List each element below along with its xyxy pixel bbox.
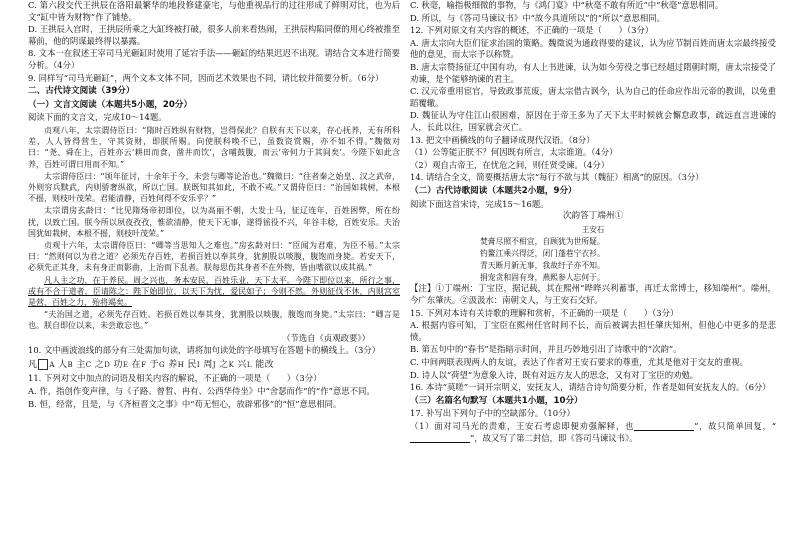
q9: 9. 同样写“司马光砸缸”，两个文本文体不同，因而艺术效果也不同，请比较并简要分析。（6分） <box>28 72 384 83</box>
classical-passage <box>28 125 400 332</box>
q17: 17. 补写出下列句子中的空缺部分。（10分） <box>410 408 575 419</box>
letter-box <box>38 359 48 370</box>
q14: 14. 请结合全文，简要概括唐太宗“每行不欲与其（魏征）相离”的原因。（3分） <box>410 172 704 183</box>
q12-option-a: A. 唐太宗向大臣们征求治国的策略。魏徵说为通政得要的建议，认为应节制百姓而唐太宗最终接受他的意见，而太宗予以称赞。 <box>410 37 776 60</box>
q15-option-c: C. 中间两联表现两人的友谊，表达了作者对王安石要求的尊重，尤其是他对于交友的重视。 <box>410 357 749 368</box>
answer-blank[interactable] <box>634 422 694 431</box>
q12: 12. 下列对原文有关内容的概述，不正确的一项是（ ）（3分） <box>410 25 654 36</box>
q16: 16. 本诗“莫嗟”一词开宗明义，安抚友人，请结合诗句简要分析，作者是如何安抚友人的。（6分） <box>410 382 771 393</box>
passage-source: （节选自《贞观政要》） <box>282 332 370 343</box>
q11-option-d: D. 所以，与《答司马谏议书》中“故今具道所以”的“所以”意思相同。 <box>410 12 665 23</box>
q13: 13. 把文中画横线的句子翻译成现代汉语。（8分） <box>410 134 595 145</box>
q15-option-a: A. 根据内容可知，丁宝臣在熙州任官时间不长，而后被调去担任肇庆知州，但他心中更多的是悲愤。 <box>410 320 776 342</box>
section-2-heading: 二、古代诗文阅读（39分） <box>28 86 135 97</box>
poem-title: 次韵答丁端州① <box>562 211 624 222</box>
answer-blank[interactable] <box>410 434 470 443</box>
poem-note: 【注】①丁端州：丁宝臣，据记载，其在熙州“晔晔兴利蓄事，再迁太常博士，移知端州”。端州，今广东肇庆。②汲汲水：南朝文人，与王安石交好。 <box>410 283 776 306</box>
punctuation-sequence: 凡 A 人B 主C 之D 功E 在F 于G 养H 民I 周J 之K 兴L 能改 <box>28 359 275 370</box>
q11-option-b: B. 恒，经常，且是，与《齐桓晋文之事》中“苟无恒心，放辟邪侈”的“恒”意思相同。 <box>28 398 342 409</box>
q12-option-d: D. 魏征认为守住江山很困难，原因在于帝王多为了天下太平时候就会懈怠政事，疏远直言进谏的人，长此以往，国家就会灭亡。 <box>410 110 776 132</box>
left-column <box>28 0 400 560</box>
q15-option-d: D. 诗人以“荷望”为意象入诗，既有对远方友人的思念，又有对丁宝臣的劝勉。 <box>410 369 699 380</box>
right-column <box>410 0 776 560</box>
passage-paragraph: 太宗谓侍臣曰：“顷年征讨，十余年于今，未尝与卿等论治也。”魏徵曰：“往者秦之始皇、汉之武帝，外则穷兵黩武，内则骄奢纵欲，所以亡国。朕既知其如此，不敢不戒。”又谓侍臣曰：“治国如栽树，本根不摇，则枝叶茂荣。君能清静，百姓何得不安乐乎？” <box>28 171 400 204</box>
q11-option-c: C. 秋毫，喻指极细微的事物，与《鸿门宴》中“秋毫不敢有所近”中“秋毫”意思相同。 <box>410 0 724 10</box>
poem-author: 王安石 <box>581 224 605 234</box>
passage-paragraph: 贞观十六年，太宗谓侍臣曰：“卿等当思知人之难也。”房玄龄对曰：“臣闻为君难，为臣不易。”太宗曰：“然则何以为君之道？必须先存百姓，若损百姓以奉其身，犹割股以啖腹，腹饱而身毙。若安天下，必须先正其身，未有身正而影曲，上治而下乱者。朕每思伤其身者不在外物，皆由嗜欲以成其祸。” <box>28 240 400 273</box>
part-2-heading: （二）古代诗歌阅读（本题共2小题，9分） <box>410 185 577 196</box>
q12-option-c: C. 汉元帝重用宦官，导致政事荒废，唐太宗借古讽今，认为自己的任命应作出元帝的教训，以免重蹈覆辙。 <box>410 86 776 108</box>
q13-item-2: （2）观自古帝王，在忧危之间，则任贤受谏。（4分） <box>410 159 610 170</box>
q8: 8. 文本一在叙述王宰司马光砸缸时使用了延宕手法——砸缸的结果迟迟不出现。请结合文本进行简要分析。（4分） <box>28 48 400 70</box>
q7-option-d: D. 王拱辰入宫时，王拱辰所乘之大缸终被打破，很多人前来看热闹，王拱辰构陷同僚的用心终被推至幕前，他的阴谋最终得以暴露。 <box>28 24 400 46</box>
passage-paragraph-wavy: 凡人主之功，在于养民。周之兴也，务本安民，百姓乐业，天下太平。今陛下即位以来，所行之事，或有不合于道者，臣请陈之：陛下始即位，以天下为忧，爱民如子；今则不然。外则征伐不休，内则宫室是营，百姓之力，殆将竭矣。 <box>28 275 400 307</box>
poem-body <box>410 236 776 283</box>
part-1-instruction: 阅读下面的文言文，完成10～14题。 <box>28 112 167 123</box>
passage-paragraph: “夫治国之道，必须先存百姓。若损百姓以奉其身，犹割股以啖腹，腹饱而身毙。”太宗曰：“卿言是也。朕自即位以来，未尝敢忘也。” <box>28 310 400 331</box>
q11: 11. 下列对文中加点的词语及相关内容的解说，不正确的一项是（ ）（3分） <box>28 373 322 384</box>
poem-line: 焚膏尽照不相宜，自顾犹为世所疑。 <box>480 237 605 247</box>
q17-item-1: （1）面对司马光的责难，王安石考虑即便劝强解释，也 ”，故只简单回复，“”，故又写了第二封信，即《答司马谏议书》。 <box>410 421 776 443</box>
q15-option-b: B. 第五句中的“春书”是指暗示时间，并且巧妙地引出了诗歌中的“次韵”。 <box>410 344 682 355</box>
q15: 15. 下列对本诗有关诗歌的理解和赏析，不正确的一项是（ ）（3分） <box>410 307 679 318</box>
poem-line: 钓鳌江乘兴得泛，闭门蓬巷宁衣衫。 <box>480 249 605 259</box>
part-1-heading: （一）文言文阅读（本题共5小题，20分） <box>28 99 193 110</box>
poem-line: 捐宠贪和固有身，燕熙参人忘何于。 <box>480 272 605 282</box>
q7-option-c: C. 第六段交代王拱辰在洛阳最繁华的地段修建豪宅，与他重视品行的过往形成了鲜明对比，也为后文“缸中皆为财物”作了铺垫。 <box>28 0 400 22</box>
q10: 10. 文中画波浪线的部分有三处需加句读，请将加句读处的字母填写在答题卡的横线上。（3分） <box>28 345 381 356</box>
poem-instruction: 阅读下面这首宋诗，完成15～16题。 <box>410 198 549 209</box>
part-3-heading: （三）名篇名句默写（本题共1小题，10分） <box>410 395 583 406</box>
q13-item-1: （1）公等能正朕不？何因既有所言，太宗谁道。（4分） <box>410 147 618 158</box>
passage-paragraph: 贞观八年，太宗谓侍臣曰：“隋时百姓纵有财物，岂得保此？自朕有天下以来，存心抚养，无有所科差，人人皆得营生，守其资财，即朕所赐。向使朕科唤不已，虽数资赏赐，亦不如不得。”魏徵对曰：“尧、舜在上，百姓亦云‘耕田而食，凿井而饮’，含哺鼓腹，而云‘帝何力于其间矣’。今陛下如此含养，百姓可谓日用而不知。” <box>28 125 400 169</box>
q11-option-a: A. 作，指创作变声律，与《子路、曾晳、冉有、公西华侍坐》中“舍瑟而作”的“作”意思不同。 <box>28 385 375 396</box>
poem-line: 青天断月新无事，我故纡子亦不知。 <box>480 260 605 270</box>
q12-option-b: B. 唐太宗赞扬征辽中国有功，有人上书进谏，认为如今劳役之事已经超过隋朝时期，唐太宗接受了劝谏，是个能够纳谏的君主。 <box>410 61 776 84</box>
passage-paragraph: 太宗谓房玄龄曰：“比见隋炀帝初即位，以为高丽不朝，大发士马，征辽连年，百姓困弊，所在纷扰，以致亡国。朕今所以夙夜孜孜，惟欲清静，使天下无事，遂得徭役不兴，年谷丰稔，百姓安乐。夫治国犹如栽树，本根不摇，则枝叶茂荣。” <box>28 206 400 238</box>
